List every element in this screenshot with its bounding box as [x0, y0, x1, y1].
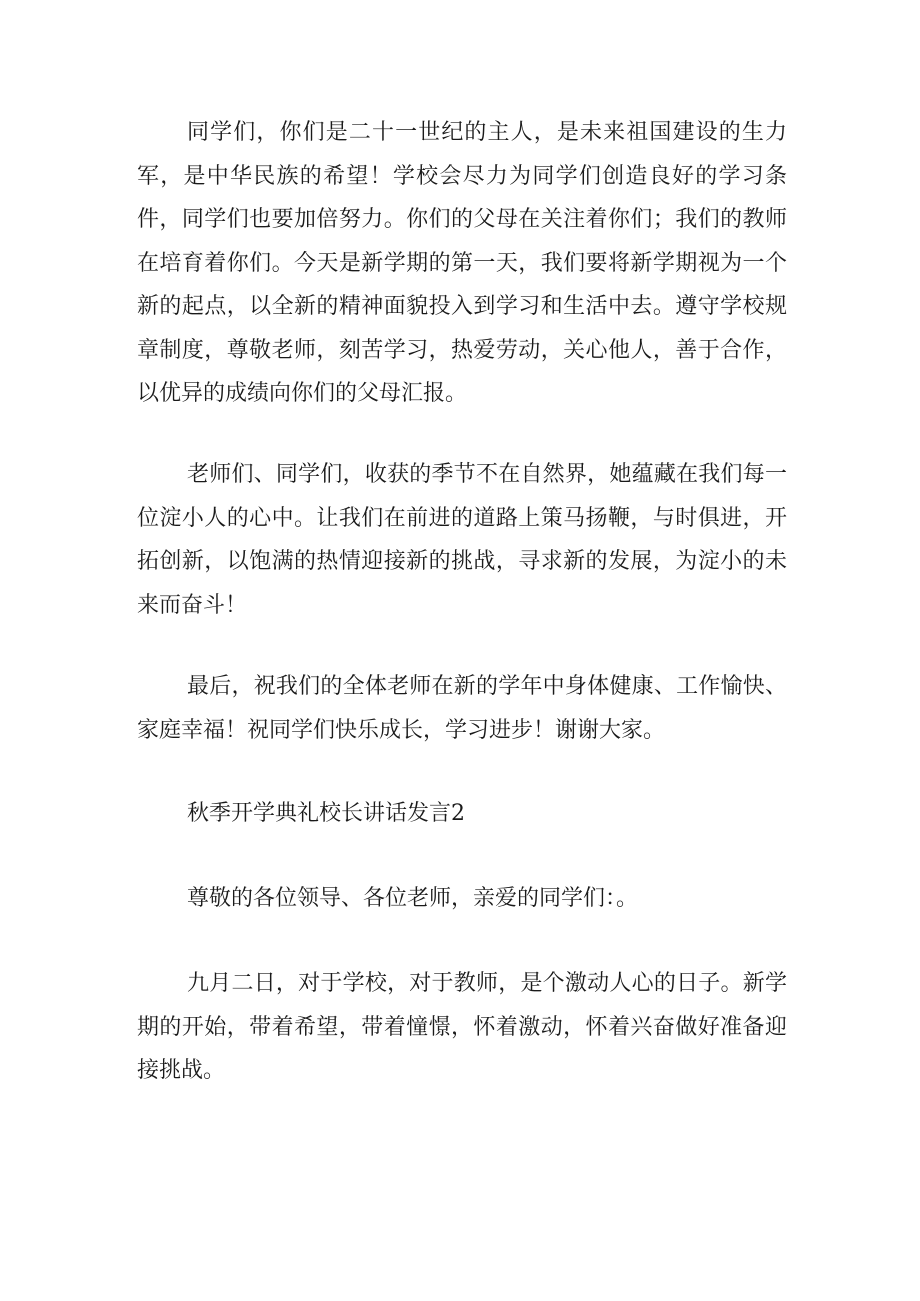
salutation: 尊敬的各位领导、各位老师，亲爱的同学们：。 [187, 886, 639, 911]
paragraph-harvest-season: 老师们、同学们，收获的季节不在自然界，她蕴藏在我们每一位淀小人的心中。让我们在前进的道路上策马扬鞭，与时俱进，开拓创新，以饱满的热情迎接新的挑战，寻求新的发展，为淀小的未来而奋斗！ [137, 462, 787, 618]
paragraph-closing-wishes: 最后，祝我们的全体老师在新的学年中身体健康、工作愉快、家庭幸福！祝同学们快乐成长，学习进步！谢谢大家。 [137, 674, 787, 743]
paragraph-september-second: 九月二日，对于学校，对于教师，是个激动人心的日子。新学期的开始，带着希望，带着憧憬，怀着激动，怀着兴奋做好准备迎接挑战。 [137, 971, 787, 1083]
section-heading: 秋季开学典礼校长讲话发言2 [187, 801, 465, 826]
paragraph-students-future: 同学们，你们是二十一世纪的主人，是未来祖国建设的生力军，是中华民族的希望！学校会尽力为同学们创造良好的学习条件，同学们也要加倍努力。你们的父母在关注着你们；我们的教师在培育着你们。今天是新学期的第一天，我们要将新学期视为一个新的起点，以全新的精神面貌投入到学习和生活中去。遵守学校规章制度，尊敬老师，刻苦学习，热爱劳动，关心他人，善于合作，以优异的成绩向你们的父母汇报。 [137, 120, 787, 406]
